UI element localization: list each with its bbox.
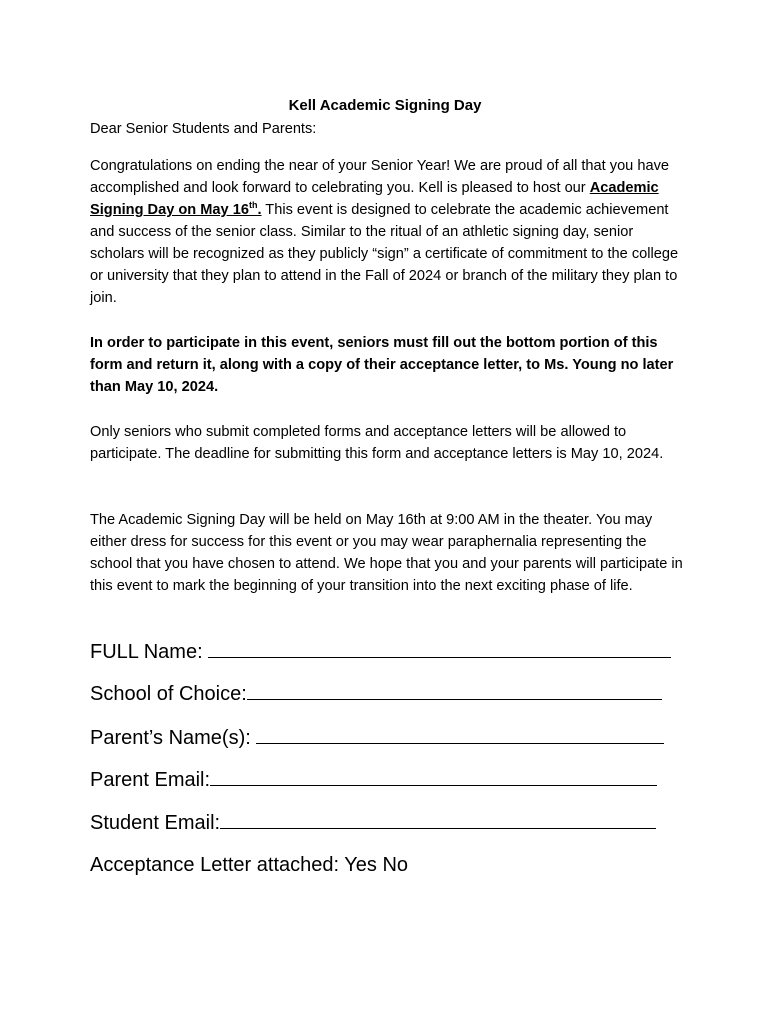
full-name-label: FULL Name: xyxy=(90,641,209,663)
student-email-row xyxy=(90,809,690,837)
full-name-field[interactable] xyxy=(208,639,671,658)
intro-paragraph xyxy=(90,155,690,309)
highlight-period: . xyxy=(257,202,262,218)
acceptance-yes-option[interactable]: Yes xyxy=(344,854,377,876)
school-row xyxy=(90,680,690,708)
acceptance-row xyxy=(90,851,690,879)
acceptance-label: Acceptance Letter attached: xyxy=(90,854,345,876)
parent-email-row xyxy=(90,766,690,794)
parent-email-label: Parent Email: xyxy=(90,769,211,791)
parent-name-field[interactable] xyxy=(256,725,664,744)
highlight-text: Academic Signing Day on May 16 xyxy=(90,180,659,218)
intro-text-start: Congratulations on ending the near of your Senior Year! We are proud of all that you have accomplished and look forward to celebrating you. Kell is pleased to host our xyxy=(90,158,670,196)
full-name-row xyxy=(90,638,690,666)
school-field[interactable] xyxy=(247,681,662,700)
salutation: Dear Senior Students and Parents: xyxy=(90,121,317,137)
student-email-label: Student Email: xyxy=(90,812,221,834)
document-title: Kell Academic Signing Day xyxy=(288,97,482,114)
student-email-field[interactable] xyxy=(220,810,656,829)
acceptance-no-option[interactable]: No xyxy=(382,854,409,876)
school-label: School of Choice: xyxy=(90,683,247,705)
deadline-paragraph: Only seniors who submit completed forms and acceptance letters will be allowed to participate. The deadline for submitting this form and acceptance letters is May 10, 2024. xyxy=(90,424,664,462)
requirements-paragraph: In order to participate in this event, seniors must fill out the bottom portion of this form and return it, along with a copy of their acceptance letter, to Ms. Young no later than May 10, 2024. xyxy=(90,335,674,395)
intro-text-end: This event is designed to celebrate the academic achievement and success of the senior class. Similar to the ritual of an athletic signing day, senior scholars will be recognized as they publicly “sign” a certificate of commitment to the college or university that they plan to attend in the Fall of 2024 or branch of the military they plan to join. xyxy=(90,202,679,306)
parent-name-row xyxy=(90,724,690,752)
event-details-paragraph: The Academic Signing Day will be held on May 16th at 9:00 AM in the theater. You may either dress for success for this event or you may wear paraphernalia representing the school that you have chosen to attend. We hope that you and your parents will participate in this event to mark the beginning of your transition into the next exciting phase of life. xyxy=(90,512,683,594)
highlight-superscript: th xyxy=(248,200,258,211)
parent-email-field[interactable] xyxy=(210,767,657,786)
parent-name-label: Parent’s Name(s): xyxy=(90,727,257,749)
